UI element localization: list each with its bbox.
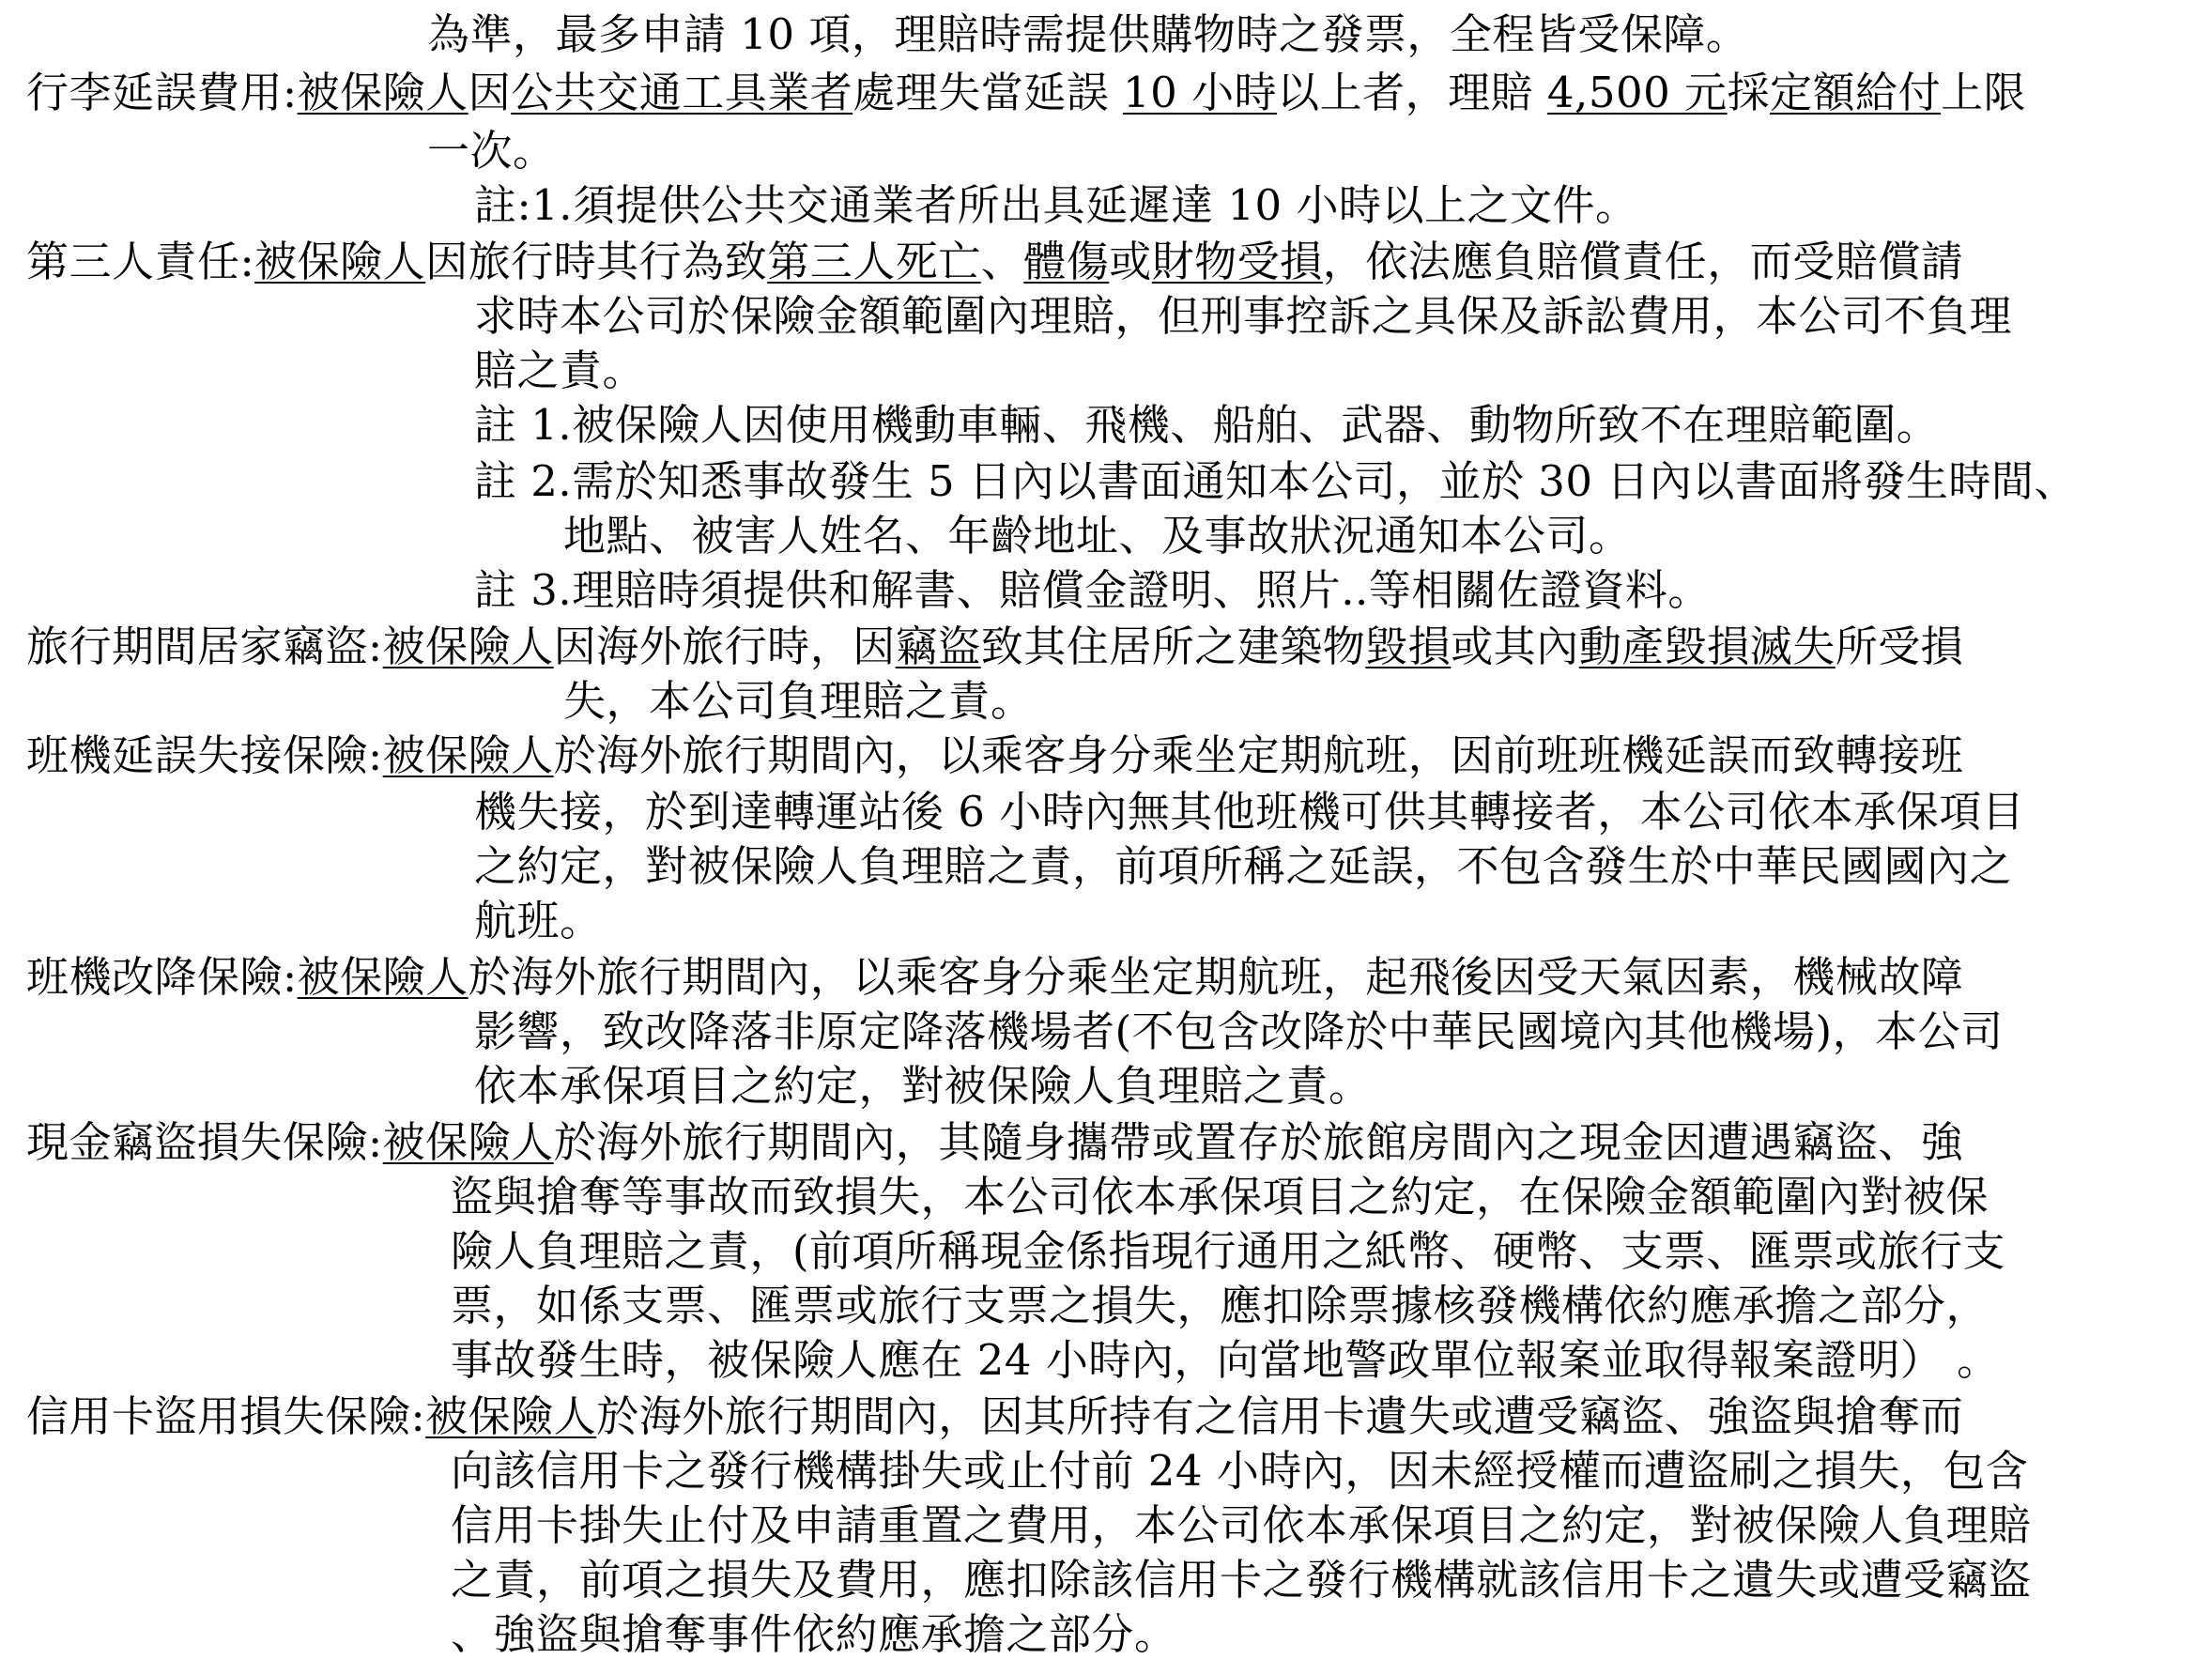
text-segment: 註 1.被保險人因使用機動車輛、飛機、船舶、武器、動物所致不在理賠範圍。	[474, 400, 1940, 450]
underlined-term: 被保險人	[382, 730, 554, 780]
text-line	[451, 1448, 2028, 1495]
text-segment: 所受損	[1835, 622, 1964, 671]
text-line	[26, 69, 2026, 116]
underlined-term: 被保險人	[297, 952, 469, 1002]
underlined-term: 財物受損	[1151, 237, 1323, 286]
text-line	[474, 789, 2024, 836]
underlined-term: 毀損	[1365, 622, 1452, 671]
text-segment: 於海外旅行期間內，以乘客身分乘坐定期航班，因前班班機延誤而致轉接班	[553, 730, 1964, 780]
text-segment: 或其內	[1451, 622, 1579, 671]
text-segment: 影響，致改降落非原定降落機場者(不包含改降於中華民國境內其他機場)，本公司	[474, 1006, 2004, 1056]
text-line	[451, 1502, 2032, 1549]
text-line	[474, 1063, 1372, 1110]
text-line	[474, 293, 2012, 340]
text-line	[474, 347, 645, 394]
text-line	[474, 843, 2012, 890]
underlined-term: 體傷	[1023, 237, 1110, 286]
text-line	[563, 513, 1632, 560]
underlined-term: 10 小時	[1123, 68, 1278, 117]
text-segment: 向該信用卡之發行機構掛失或止付前 24 小時內，因未經授權而遭盜刷之損失，包含	[451, 1446, 2029, 1496]
underlined-term: 被保險人	[382, 1117, 554, 1167]
text-line	[474, 402, 1939, 449]
text-segment: 班機改降保險:	[26, 952, 298, 1002]
text-segment: 一次。	[427, 126, 556, 176]
text-line	[26, 623, 1963, 670]
text-segment: ，依法應負賠償責任，而受賠償請	[1322, 237, 1964, 286]
text-line	[451, 1337, 2000, 1384]
text-segment: 或	[1109, 237, 1152, 286]
text-line	[26, 732, 1963, 779]
text-segment: 於海外旅行期間內，其隨身攜帶或置存於旅館房間內之現金因遭遇竊盜、強	[553, 1117, 1964, 1167]
text-line	[427, 11, 1748, 58]
text-segment: 因海外旅行時，因	[553, 622, 896, 671]
text-line	[474, 182, 1637, 229]
text-line	[26, 1119, 1963, 1166]
text-segment: 、	[980, 237, 1024, 286]
underlined-term: 被保險人	[254, 237, 426, 286]
text-line	[451, 1611, 1177, 1658]
text-segment: 註 3.理賠時須提供和解書、賠償金證明、照片..等相關佐證資料。	[474, 565, 1711, 615]
text-segment: 以上者，理賠	[1277, 68, 1547, 117]
text-segment: 上限	[1941, 68, 2027, 117]
text-line	[474, 458, 2077, 505]
text-segment: 地點、被害人姓名、年齡地址、及事故狀況通知本公司。	[563, 511, 1632, 561]
text-segment: 機失接，於到達轉運站後 6 小時內無其他班機可供其轉接者，本公司依本承保項目	[474, 787, 2025, 837]
text-segment: 註 2.需於知悉事故發生 5 日內以書面通知本公司，並於 30 日內以書面將發生時間、	[474, 456, 2077, 506]
text-segment: 班機延誤失接保險:	[26, 730, 383, 780]
text-line	[563, 678, 1034, 725]
text-segment: 求時本公司於保險金額範圍內理賠，但刑事控訴之具保及訴訟費用，本公司不負理	[474, 291, 2013, 341]
text-line	[26, 1393, 1963, 1440]
underlined-term: 竊盜	[895, 622, 981, 671]
text-line	[26, 954, 1963, 1001]
text-segment: 、強盜與搶奪事件依約應承擔之部分。	[451, 1609, 1177, 1659]
text-line	[26, 238, 1963, 285]
text-line	[451, 1557, 2032, 1604]
text-line	[451, 1174, 1989, 1221]
text-line	[451, 1228, 2005, 1275]
text-line	[474, 898, 603, 945]
underlined-term: 第三人死亡	[767, 237, 981, 286]
underlined-term: 被保險人	[425, 1391, 597, 1441]
text-segment: 於海外旅行期間內，以乘客身分乘坐定期航班，起飛後因受天氣因素，機械故障	[468, 952, 1964, 1002]
text-segment: 票，如係支票、匯票或旅行支票之損失，應扣除票據核發機構依約應承擔之部分，	[451, 1281, 1989, 1330]
text-segment: 盜與搶奪等事故而致損失，本公司依本承保項目之約定，在保險金額範圍內對被保	[451, 1172, 1989, 1221]
text-segment: 之約定，對被保險人負理賠之責，前項所稱之延誤，不包含發生於中華民國國內之	[474, 841, 2013, 891]
text-segment: 事故發生時，被保險人應在 24 小時內，向當地警政單位報案並取得報案證明） 。	[451, 1335, 2000, 1385]
text-segment: 因	[468, 68, 512, 117]
text-segment: 信用卡掛失止付及申請重置之費用，本公司依本承保項目之約定，對被保險人負理賠	[451, 1500, 2032, 1550]
underlined-term: 4,500 元	[1546, 68, 1728, 117]
underlined-term: 定額給付	[1770, 68, 1942, 117]
underlined-term: 公共交通工具業者	[511, 68, 853, 117]
text-segment: 因旅行時其行為致	[425, 237, 768, 286]
underlined-term: 被保險人	[382, 622, 554, 671]
text-segment: 失，本公司負理賠之責。	[563, 676, 1034, 726]
text-segment: 旅行期間居家竊盜:	[26, 622, 383, 671]
text-segment: 採	[1727, 68, 1771, 117]
text-line	[474, 1008, 2004, 1055]
text-segment: 註:1.須提供公共交通業者所出具延遲達 10 小時以上之文件。	[474, 180, 1638, 230]
text-segment: 航班。	[474, 896, 603, 945]
text-segment: 險人負理賠之責，(前項所稱現金係指現行通用之紙幣、硬幣、支票、匯票或旅行支	[451, 1226, 2006, 1276]
text-segment: 現金竊盜損失保險:	[26, 1117, 383, 1167]
text-segment: 行李延誤費用:	[26, 68, 298, 117]
text-segment: 為準，最多申請 10 項，理賠時需提供購物時之發票，全程皆受保障。	[427, 9, 1749, 59]
text-segment: 信用卡盜用損失保險:	[26, 1391, 426, 1441]
text-segment: 處理失當延誤	[853, 68, 1124, 117]
text-line	[427, 128, 556, 175]
text-line	[474, 567, 1711, 614]
text-line	[451, 1283, 1989, 1329]
underlined-term: 動產毀損滅失	[1578, 622, 1836, 671]
text-segment: 於海外旅行期間內，因其所持有之信用卡遺失或遭受竊盜、強盜與搶奪而	[596, 1391, 1964, 1441]
text-segment: 依本承保項目之約定，對被保險人負理賠之責。	[474, 1061, 1372, 1111]
text-segment: 賠之責。	[474, 346, 646, 395]
text-segment: 致其住居所之建築物	[980, 622, 1366, 671]
text-segment: 第三人責任:	[26, 237, 255, 286]
underlined-term: 被保險人	[297, 68, 469, 117]
text-segment: 之責，前項之損失及費用，應扣除該信用卡之發行機構就該信用卡之遺失或遭受竊盜	[451, 1555, 2032, 1605]
